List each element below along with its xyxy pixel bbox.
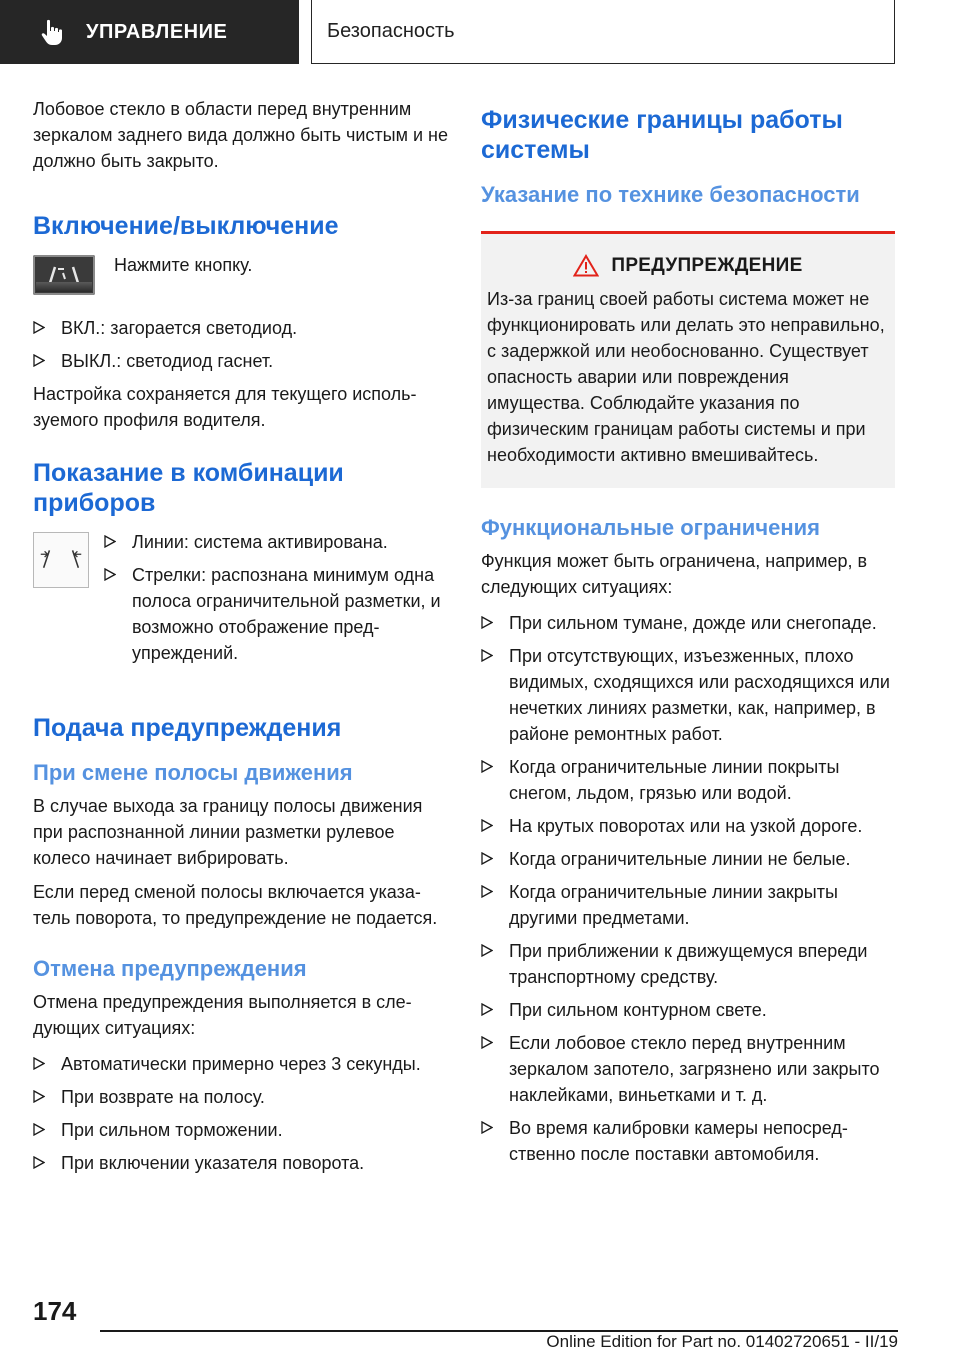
heading-warning-delivery: Подача предупреждения xyxy=(33,714,342,742)
bullet-triangle-icon xyxy=(104,535,116,548)
edition-note: Online Edition for Part no. 01402720651 - II/19 xyxy=(546,1332,898,1351)
profile-note: Настройка сохраняется для текущего используемого профиля водителя. xyxy=(33,384,417,430)
list-item: При возврате на полосу. xyxy=(33,1084,448,1110)
heading-instrument-display: Показание в комбинации приборов xyxy=(33,459,344,517)
list-item: При приближении к движущемуся впереди транспортному средству. xyxy=(481,938,895,990)
warning-box xyxy=(481,231,895,488)
display-block xyxy=(33,532,448,673)
bullet-triangle-icon xyxy=(33,1090,45,1103)
list-item: Если лобовое стекло перед внутренним зеркалом запотело, загрязнено или закрыто наклейками, виньетками и т. д. xyxy=(481,1030,895,1108)
heading-functional-limits: Функциональные ограничения xyxy=(481,515,820,540)
bullet-triangle-icon xyxy=(33,1057,45,1070)
bullet-triangle-icon xyxy=(481,649,493,662)
heading-physical-limits: Физические границы работы системы xyxy=(481,106,843,164)
bullet-triangle-icon xyxy=(481,616,493,629)
display-list xyxy=(104,529,448,673)
list-item: Когда ограничительные линии закрыты другими предметами. xyxy=(481,879,895,931)
list-item: При сильном контурном свете. xyxy=(481,997,895,1023)
warning-text: Из-за границ своей работы система может не функционировать или делать это неправильно, с задержкой или необоснованно. Существует опасность аварии или повреждения имущества. Соблюдайте указания по физическим границам работы системы и при необходимости активно вмешивайтесь. xyxy=(487,289,885,465)
page-number: 174 xyxy=(33,1296,77,1326)
button-instruction xyxy=(33,255,448,295)
list-item: При сильном тумане, дожде или снегопаде. xyxy=(481,610,895,636)
bullet-triangle-icon xyxy=(481,760,493,773)
lane-assist-button-figure xyxy=(33,255,95,295)
warning-label: ПРЕДУПРЕЖДЕНИЕ xyxy=(611,254,803,276)
bullet-triangle-icon xyxy=(104,568,116,581)
right-column xyxy=(481,96,895,1174)
list-item: Автоматически примерно через 3 секунды. xyxy=(33,1051,448,1077)
warning-header xyxy=(487,254,889,277)
cancel-list xyxy=(33,1051,448,1176)
heading-cancel-warning: Отмена предупреждения xyxy=(33,956,307,981)
bullet-triangle-icon xyxy=(481,885,493,898)
functional-intro: Функция может быть ограничена, например, в следующих ситуациях: xyxy=(481,551,868,597)
list-item: На крутых поворотах или на узкой дороге. xyxy=(481,813,895,839)
list-item: Стрелки: распознана минимум одна полоса ограничительной разметки, и возможно отображение предупреждений. xyxy=(104,562,448,666)
bullet-triangle-icon xyxy=(481,1036,493,1049)
heading-safety-note: Указание по технике безопасности xyxy=(481,182,860,207)
bullet-triangle-icon xyxy=(481,1121,493,1134)
functional-list xyxy=(481,610,895,1167)
list-item: При включении указателя поворота. xyxy=(33,1150,448,1176)
bullet-triangle-icon xyxy=(481,1003,493,1016)
bullet-triangle-icon xyxy=(481,852,493,865)
on-off-list xyxy=(33,315,448,374)
list-item: При сильном торможении. xyxy=(33,1117,448,1143)
bullet-triangle-icon xyxy=(481,819,493,832)
lane-lines-icon xyxy=(34,533,88,587)
hand-pointer-icon xyxy=(38,17,68,47)
heading-lane-change: При смене полосы движения xyxy=(33,760,353,785)
cancel-paragraph: Отмена предупреждения выполняется в следующих ситуациях: xyxy=(33,992,412,1038)
list-item: Во время калибровки камеры непосредственно после поставки автомобиля. xyxy=(481,1115,895,1167)
heading-on-off: Включение/выключение xyxy=(33,212,339,240)
bullet-triangle-icon xyxy=(33,1156,45,1169)
lane-change-paragraph-2: Если перед сменой полосы включается указатель поворота, то предупреждение не подается. xyxy=(33,882,438,928)
section-title: Безопасность xyxy=(311,0,895,64)
list-item: При отсутствующих, изъезженных, плохо видимых, сходящихся или расходящихся или нечетких линиях разметки, как, например, в районе ремонтных работ. xyxy=(481,643,895,747)
list-item: Когда ограничительные линии покрыты снегом, льдом, грязью или водой. xyxy=(481,754,895,806)
warning-triangle-icon xyxy=(573,254,599,277)
left-column xyxy=(33,96,448,1183)
bullet-triangle-icon xyxy=(481,944,493,957)
list-item: Линии: система активирована. xyxy=(104,529,448,555)
chapter-title: УПРАВЛЕНИЕ xyxy=(86,20,228,43)
list-item: ВКЛ.: загорается светодиод. xyxy=(33,315,448,341)
instrument-cluster-figure xyxy=(33,532,89,588)
list-item: ВЫКЛ.: светодиод гаснет. xyxy=(33,348,448,374)
list-item: Когда ограничительные линии не белые. xyxy=(481,846,895,872)
chapter-tab xyxy=(0,0,299,64)
bullet-triangle-icon xyxy=(33,354,45,367)
button-instruction-text: Нажмите кнопку. xyxy=(114,255,253,275)
bullet-triangle-icon xyxy=(33,1123,45,1136)
intro-paragraph: Лобовое стекло в области перед внутренним зеркалом заднего вида должно быть чистым и не должно быть закрыто. xyxy=(33,99,448,171)
lane-change-paragraph-1: В случае выхода за границу полосы движения при распознанной линии разметки рулевое колесо начинает вибрировать. xyxy=(33,796,423,868)
bullet-triangle-icon xyxy=(33,321,45,334)
